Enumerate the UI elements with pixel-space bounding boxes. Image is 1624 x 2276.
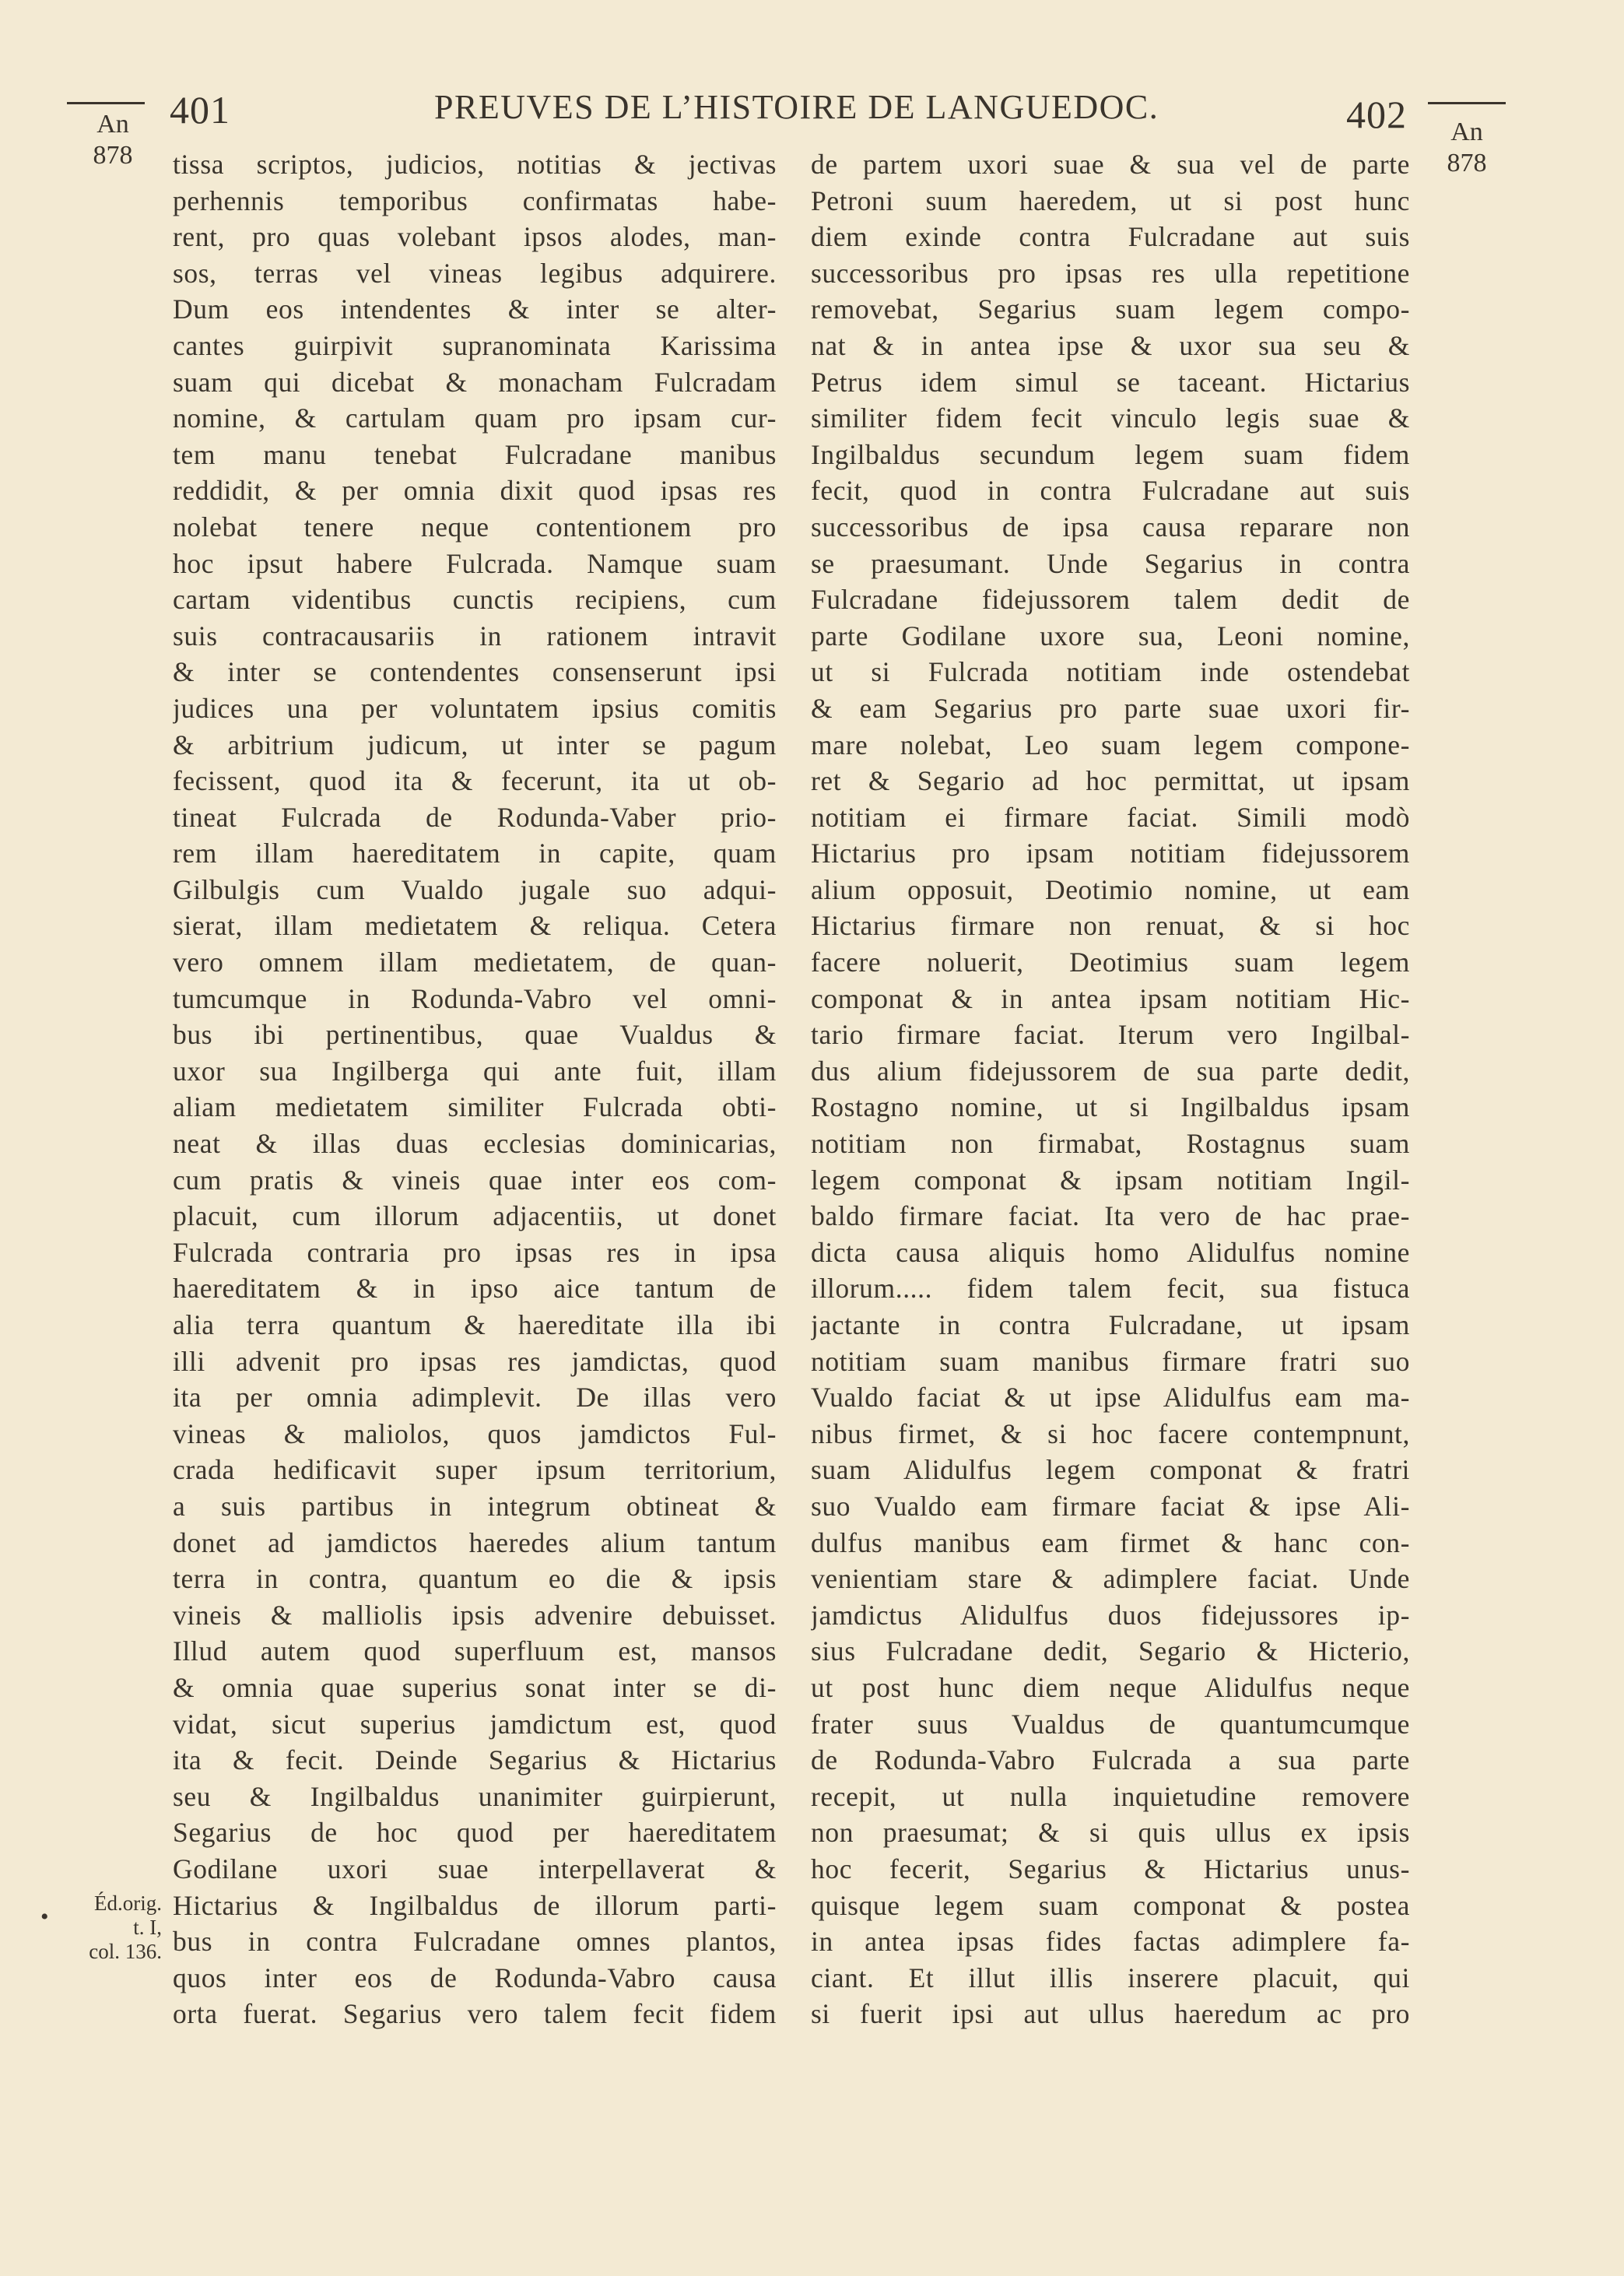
edition-note-line: Éd.orig. <box>94 1891 162 1915</box>
text-line: rem illam haereditatem in capite, quam <box>173 838 777 869</box>
text-line: dulfus manibus eam firmet & hanc con- <box>811 1526 1410 1558</box>
text-line: vineas & maliolos, quos jamdictos Ful- <box>173 1417 777 1449</box>
margin-year-left <box>78 109 148 171</box>
text-line: uxor sua Ingilberga qui ante fuit, illam <box>173 1055 777 1087</box>
text-line: Ingilbaldus secundum legem suam fidem <box>811 438 1410 470</box>
text-line: jamdictus Alidulfus duos fidejussores ip- <box>811 1599 1410 1631</box>
text-line: mare nolebat, Leo suam legem compone- <box>811 729 1410 760</box>
text-line: a suis partibus in integrum obtineat & <box>173 1490 777 1522</box>
text-line: in antea ipsas fides factas adimplere fa- <box>811 1926 1410 1958</box>
text-line: Dum eos intendentes & inter se alter- <box>173 293 777 325</box>
text-line: terra in contra, quantum eo die & ipsis <box>173 1563 777 1595</box>
text-line: reddidit, & per omnia dixit quod ipsas res <box>173 475 777 507</box>
margin-bullet: • <box>40 1904 49 1930</box>
text-line: recepit, ut nulla inquietudine removere <box>811 1780 1410 1812</box>
text-line: quos inter eos de Rodunda-Vabro causa <box>173 1962 777 1993</box>
text-line: cantes guirpivit supranominata Karissima <box>173 329 777 361</box>
text-line: & eam Segarius pro parte suae uxori fir- <box>811 692 1410 724</box>
text-line: diem exinde contra Fulcradane aut suis <box>811 221 1410 253</box>
text-line: ret & Segario ad hoc permittat, ut ipsam <box>811 765 1410 797</box>
text-line: suo Vualdo eam firmare faciat & ipse Ali- <box>811 1490 1410 1522</box>
text-line: & inter se contendentes consenserunt ipsi <box>173 656 777 688</box>
text-line: Petrus idem simul se taceant. Hictarius <box>811 366 1410 398</box>
text-line: Illud autem quod superfluum est, mansos <box>173 1635 777 1667</box>
text-line: hoc ipsut habere Fulcrada. Namque suam <box>173 547 777 579</box>
text-line: bus in contra Fulcradane omnes plantos, <box>173 1926 777 1958</box>
text-line: baldo firmare faciat. Ita vero de hac prae- <box>811 1200 1410 1232</box>
page-number-right: 402 <box>1346 93 1407 136</box>
text-line: tineat Fulcrada de Rodunda-Vaber prio- <box>173 801 777 833</box>
text-line: facere noluerit, Deotimius suam legem <box>811 947 1410 978</box>
text-line: notitiam non firmabat, Rostagnus suam <box>811 1128 1410 1160</box>
text-line: Segarius de hoc quod per haereditatem <box>173 1817 777 1849</box>
page-number-left: 401 <box>170 88 230 132</box>
text-line: ciant. Et illut illis inserere placuit, qui <box>811 1962 1410 1993</box>
text-line: neat & illas duas ecclesias dominicarias, <box>173 1128 777 1160</box>
text-line: ut post hunc diem neque Alidulfus neque <box>811 1671 1410 1703</box>
text-line: Hictarius pro ipsam notitiam fidejussorem <box>811 838 1410 869</box>
text-line: jactante in contra Fulcradane, ut ipsam <box>811 1309 1410 1340</box>
text-line: cum pratis & vineis quae inter eos com- <box>173 1164 777 1196</box>
text-line: nibus firmet, & si hoc facere contempnunt, <box>811 1417 1410 1449</box>
text-line: Godilane uxori suae interpellaverat & <box>173 1853 777 1884</box>
text-line: tumcumque in Rodunda-Vabro vel omni- <box>173 982 777 1014</box>
text-line: de Rodunda-Vabro Fulcrada a sua parte <box>811 1744 1410 1776</box>
text-line: frater suus Vualdus de quantumcumque <box>811 1708 1410 1740</box>
header-rule-left <box>67 102 145 104</box>
text-line: notitiam suam manibus firmare fratri suo <box>811 1345 1410 1377</box>
text-line: sos, terras vel vineas legibus adquirere. <box>173 257 777 289</box>
text-line: Vualdo faciat & ut ipse Alidulfus eam ma- <box>811 1382 1410 1414</box>
margin-year-right-value: 878 <box>1447 149 1487 177</box>
edition-note-line: col. 136. <box>89 1940 162 1963</box>
running-title: PREUVES DE L’HISTOIRE DE LANGUEDOC. <box>434 88 1159 126</box>
text-line: & omnia quae superius sonat inter se di- <box>173 1671 777 1703</box>
margin-year-right-label: An <box>1450 118 1483 146</box>
text-line: sius Fulcradane dedit, Segario & Hicterio, <box>811 1635 1410 1667</box>
text-line: si fuerit ipsi aut ullus haeredum ac pro <box>811 1998 1410 2030</box>
text-line: notitiam ei firmare faciat. Simili modò <box>811 801 1410 833</box>
text-line: crada hedificavit super ipsum territorium, <box>173 1454 777 1486</box>
text-line: similiter fidem fecit vinculo legis suae & <box>811 402 1410 434</box>
text-line: ut si Fulcrada notitiam inde ostendebat <box>811 656 1410 688</box>
text-line: haereditatem & in ipso aice tantum de <box>173 1273 777 1305</box>
edition-note-line: t. I, <box>133 1916 162 1939</box>
text-line: fecissent, quod ita & fecerunt, ita ut ob- <box>173 765 777 797</box>
text-line: parte Godilane uxore sua, Leoni nomine, <box>811 620 1410 652</box>
text-line: tissa scriptos, judicios, notitias & jectivas <box>173 149 777 180</box>
text-line: suam qui dicebat & monacham Fulcradam <box>173 366 777 398</box>
text-line: vineis & malliolis ipsis advenire debuisset. <box>173 1599 777 1631</box>
text-line: bus ibi pertinentibus, quae Vualdus & <box>173 1019 777 1051</box>
text-line: componat & in antea ipsam notitiam Hic- <box>811 982 1410 1014</box>
text-line: quisque legem suam componat & postea <box>811 1889 1410 1921</box>
text-line: sierat, illam medietatem & reliqua. Cetera <box>173 910 777 942</box>
text-line: nomine, & cartulam quam pro ipsam cur- <box>173 402 777 434</box>
text-line: suam Alidulfus legem componat & fratri <box>811 1454 1410 1486</box>
text-line: aliam medietatem similiter Fulcrada obti- <box>173 1091 777 1123</box>
text-line: vero omnem illam medietatem, de quan- <box>173 947 777 978</box>
text-line: perhennis temporibus confirmatas habe- <box>173 184 777 216</box>
text-line: placuit, cum illorum adjacentiis, ut donet <box>173 1200 777 1232</box>
text-line: alium opposuit, Deotimio nomine, ut eam <box>811 873 1410 905</box>
text-line: Fulcradane fidejussorem talem dedit de <box>811 584 1410 616</box>
text-line: hoc fecerit, Segarius & Hictarius unus- <box>811 1853 1410 1884</box>
text-line: alia terra quantum & haereditate illa ibi <box>173 1309 777 1340</box>
text-line: ita & fecit. Deinde Segarius & Hictarius <box>173 1744 777 1776</box>
text-line: illi advenit pro ipsas res jamdictas, quod <box>173 1345 777 1377</box>
header-rule-right <box>1428 102 1506 104</box>
margin-year-left-label: An <box>96 110 129 139</box>
text-line: suis contracausariis in rationem intravit <box>173 620 777 652</box>
text-line: dicta causa aliquis homo Alidulfus nomine <box>811 1236 1410 1268</box>
text-line: removebat, Segarius suam legem compo- <box>811 293 1410 325</box>
text-line: orta fuerat. Segarius vero talem fecit fidem <box>173 1998 777 2030</box>
text-line: Hictarius firmare non renuat, & si hoc <box>811 910 1410 942</box>
text-line: seu & Ingilbaldus unanimiter guirpierunt, <box>173 1780 777 1812</box>
text-line: non praesumat; & si quis ullus ex ipsis <box>811 1817 1410 1849</box>
text-line: nolebat tenere neque contentionem pro <box>173 511 777 543</box>
text-line: illorum..... fidem talem fecit, sua fistuca <box>811 1273 1410 1305</box>
text-line: Hictarius & Ingilbaldus de illorum parti- <box>173 1889 777 1921</box>
text-line: tem manu tenebat Fulcradane manibus <box>173 438 777 470</box>
margin-year-right <box>1432 117 1502 179</box>
text-line: venientiam stare & adimplere faciat. Unde <box>811 1563 1410 1595</box>
text-line: legem componat & ipsam notitiam Ingil- <box>811 1164 1410 1196</box>
text-line: fecit, quod in contra Fulcradane aut suis <box>811 475 1410 507</box>
margin-year-left-value: 878 <box>93 141 133 170</box>
text-line: se praesumant. Unde Segarius in contra <box>811 547 1410 579</box>
text-line: Gilbulgis cum Vualdo jugale suo adqui- <box>173 873 777 905</box>
text-line: & arbitrium judicum, ut inter se pagum <box>173 729 777 760</box>
text-line: rent, pro quas volebant ipsos alodes, man- <box>173 221 777 253</box>
text-line: judices una per voluntatem ipsius comitis <box>173 692 777 724</box>
text-line: Rostagno nomine, ut si Ingilbaldus ipsam <box>811 1091 1410 1123</box>
text-line: de partem uxori suae & sua vel de parte <box>811 149 1410 180</box>
text-line: tario firmare faciat. Iterum vero Ingilbal- <box>811 1019 1410 1051</box>
text-line: successoribus de ipsa causa reparare non <box>811 511 1410 543</box>
text-column-right <box>811 146 1410 2032</box>
text-line: cartam videntibus cunctis recipiens, cum <box>173 584 777 616</box>
text-line: Fulcrada contraria pro ipsas res in ipsa <box>173 1236 777 1268</box>
edition-note <box>61 1891 162 1964</box>
text-line: ita per omnia adimplevit. De illas vero <box>173 1382 777 1414</box>
text-line: Petroni suum haeredem, ut si post hunc <box>811 184 1410 216</box>
text-line: dus alium fidejussorem de sua parte dedit, <box>811 1055 1410 1087</box>
text-line: donet ad jamdictos haeredes alium tantum <box>173 1526 777 1558</box>
text-line: vidat, sicut superius jamdictum est, quod <box>173 1708 777 1740</box>
text-column-left <box>173 146 777 2032</box>
text-line: nat & in antea ipse & uxor sua seu & <box>811 329 1410 361</box>
text-line: successoribus pro ipsas res ulla repetitione <box>811 257 1410 289</box>
